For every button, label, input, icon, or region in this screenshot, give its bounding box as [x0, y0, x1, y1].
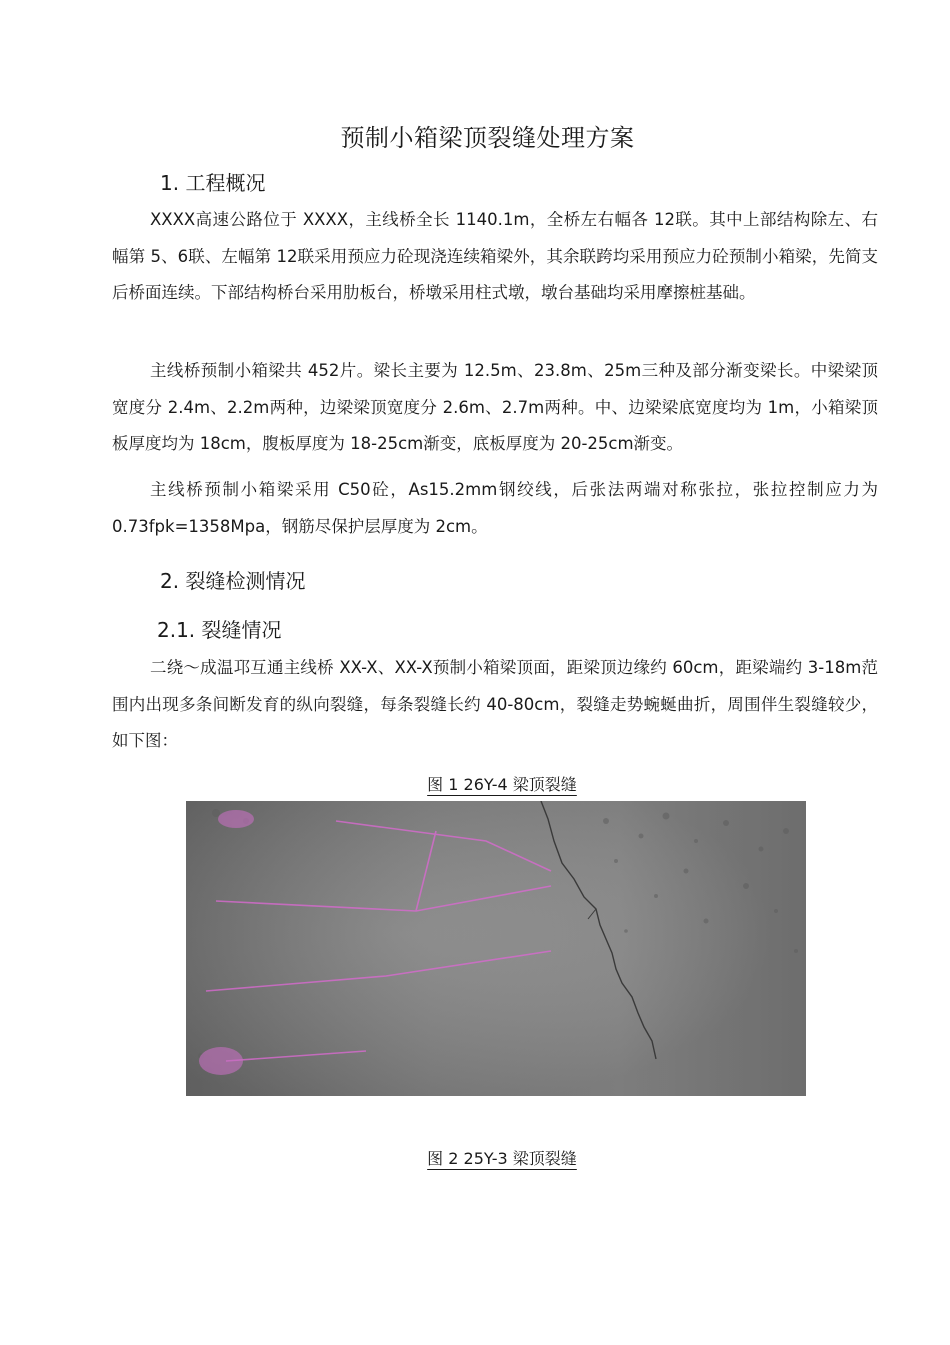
paragraph-girder-dimensions: 主线桥预制小箱梁共 452片。梁长主要为 12.5m、23.8m、25m三种及部分渐变梁长。中梁梁顶宽度分 2.4m、2.2m两种，边梁梁顶宽度分 2.6m、2.7m两种。中、边梁梁底宽度均为 1m，小箱梁顶板厚度均为 18cm，腹板厚度为 18-25cm渐变，底板厚度为 20-25cm渐变。: [112, 361, 878, 453]
concrete-crack-illustration: [186, 801, 806, 1096]
paragraph-crack-description: 二绕～成温邛互通主线桥 XX-X、XX-X预制小箱梁顶面，距梁顶边缘约 60cm，距梁端约 3-18m范围内出现多条间断发育的纵向裂缝，每条裂缝长约 40-80cm，裂缝走势蜿蜒曲折，周围伴生裂缝较少，如下图：: [112, 658, 878, 750]
section-heading-2-1: 2.1. 裂缝情况: [157, 618, 282, 642]
document-title: 预制小箱梁顶裂缝处理方案: [340, 124, 635, 152]
section-heading-1: 1. 工程概况: [160, 171, 266, 195]
crack-photo-figure-1: [186, 801, 806, 1096]
section-heading-2: 2. 裂缝检测情况: [160, 569, 306, 593]
paragraph-project-overview: XXXX高速公路位于 XXXX，主线桥全长 1140.1m，全桥左右幅各 12联。其中上部结构除左、右幅第 5、6联、左幅第 12联采用预应力砼现浇连续箱梁外，其余联跨均采用预应力砼预制小箱梁，先简支后桥面连续。下部结构桥台采用肋板台，桥墩采用柱式墩，墩台基础均采用摩擦桩基础。: [112, 210, 878, 302]
figure-1-caption: 图 1 26Y-4 梁顶裂缝: [427, 775, 577, 794]
paragraph-materials: 主线桥预制小箱梁采用 C50砼，As15.2mm钢绞线，后张法两端对称张拉，张拉控制应力为 0.73fpk=1358Mpa，钢筋尽保护层厚度为 2cm。: [112, 480, 878, 536]
figure-2-caption: 图 2 25Y-3 梁顶裂缝: [427, 1149, 577, 1168]
